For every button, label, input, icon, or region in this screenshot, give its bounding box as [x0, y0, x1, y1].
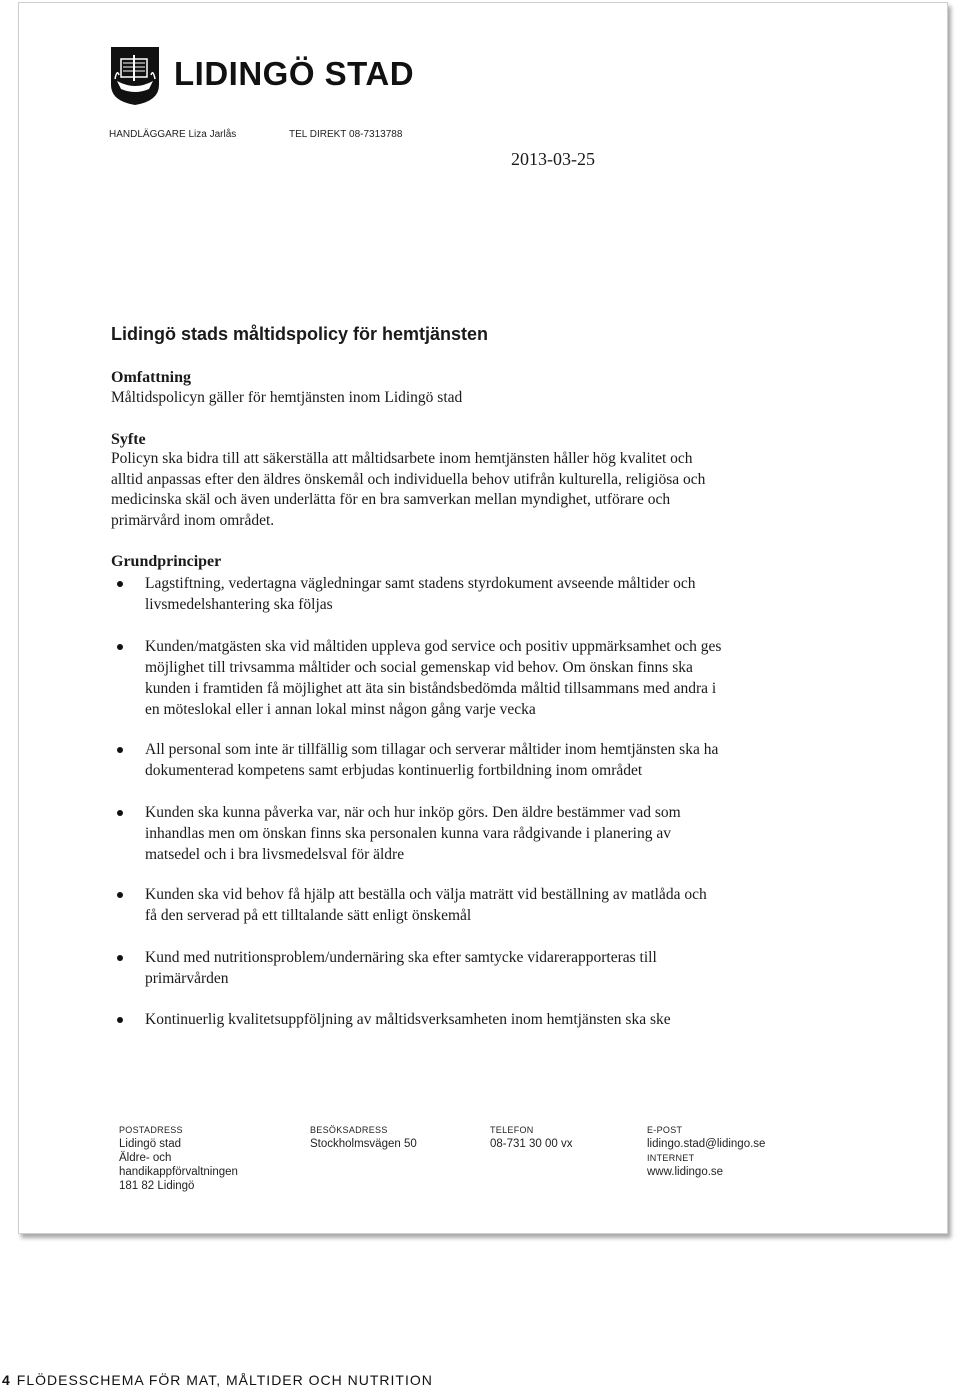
page-caption	[2, 1372, 433, 1388]
footer-label: BESÖKSADRESS	[310, 1125, 388, 1135]
list-item-line: matsedel och i bra livsmedelsval för äldre	[145, 846, 405, 863]
list-item	[111, 739, 861, 781]
list-item-line: Kunden ska kunna påverka var, när och hur inköp görs. Den äldre bestämmer vad som	[145, 804, 681, 821]
list-item-line: möjlighet till trivsamma måltider och social gemenskap vid behov. Om önskan finns ska	[145, 659, 693, 676]
list-item-line: Kund med nutritionsproblem/undernäring ska efter samtycke vidarerapporteras till	[145, 949, 657, 966]
list-item	[111, 884, 861, 926]
bullet-icon	[117, 1017, 123, 1023]
body-line: primärvård inom området.	[111, 511, 275, 529]
handlaggare: HANDLÄGGARE Liza Jarlås	[109, 129, 237, 140]
footer-line: handikappförvaltningen	[119, 1166, 238, 1178]
tel-direkt: TEL DIREKT 08-7313788	[289, 129, 403, 140]
body-line: Policyn ska bidra till att säkerställa att måltidsarbete inom hemtjänsten håller hög kvalitet och	[111, 450, 693, 467]
list-item	[111, 802, 861, 865]
bullet-icon	[117, 747, 123, 753]
list-item-line: kunden i framtiden få möjlighet att äta sin biståndsbedömda måltid tillsammans med andra i	[145, 680, 717, 697]
footer-line: Lidingö stad	[119, 1138, 182, 1150]
section-heading: Syfte	[111, 431, 146, 448]
bullet-icon	[117, 810, 123, 816]
footer-telefon	[490, 1123, 572, 1151]
list-item	[111, 947, 861, 989]
footer-postadress	[119, 1123, 238, 1193]
bullet-icon	[117, 892, 123, 898]
ship-crest-icon	[109, 45, 161, 107]
list-item	[111, 636, 861, 720]
footer-line: 08-731 30 00 vx	[490, 1138, 573, 1150]
section-body	[111, 449, 851, 531]
footer-besoksadress	[310, 1123, 417, 1151]
footer-label: E-POST	[647, 1125, 683, 1135]
list-item-line: livsmedelshantering ska följas	[145, 596, 333, 613]
footer-label: INTERNET	[647, 1153, 695, 1163]
body-line: medicinska skäl och även underlätta för en bra samverkan mellan myndighet, utförare och	[111, 491, 671, 508]
page-number: 4	[2, 1372, 11, 1388]
list-item-line: primärvården	[145, 970, 229, 987]
list-item-line: All personal som inte är tillfällig som tillagar och serverar måltider inom hemtjänsten ska ha	[145, 741, 719, 758]
section-body	[111, 388, 851, 409]
list-item-line: Kunden/matgästen ska vid måltiden uppleva god service och positiv uppmärksamhet och ges	[145, 638, 722, 655]
footer-line: 181 82 Lidingö	[119, 1180, 195, 1192]
list-item-line: få den serverad på ett tilltalande sätt enligt önskemål	[145, 907, 472, 924]
letter-date: 2013-03-25	[511, 149, 595, 169]
list-item	[111, 1009, 861, 1030]
list-item-line: Kontinuerlig kvalitetsuppföljning av måltidsverksamheten inom hemtjänsten ska ske	[145, 1011, 671, 1028]
website-link[interactable]: www.lidingo.se	[647, 1166, 724, 1178]
list-item	[111, 573, 861, 615]
org-name: LIDINGÖ STAD	[174, 55, 415, 92]
section-heading: Omfattning	[111, 369, 191, 386]
footer-label: POSTADRESS	[119, 1125, 183, 1135]
footer-label: TELEFON	[490, 1125, 534, 1135]
document-title: Lidingö stads måltidspolicy för hemtjänsten	[111, 324, 489, 344]
list-item-line: Kunden ska vid behov få hjälp att beställa och välja maträtt vid beställning av matlåda och	[145, 886, 707, 903]
body-line: Måltidspolicyn gäller för hemtjänsten inom Lidingö stad	[111, 389, 463, 406]
list-item-line: Lagstiftning, vedertagna vägledningar samt stadens styrdokument avseende måltider och	[145, 575, 696, 592]
bullet-icon	[117, 644, 123, 650]
footer-line: Äldre- och	[119, 1152, 172, 1164]
list-item-line: dokumenterad kompetens samt erbjudas kontinuerlig fortbildning inom området	[145, 762, 643, 779]
bullet-icon	[117, 581, 123, 587]
bullet-icon	[117, 955, 123, 961]
letter-page	[18, 2, 948, 1234]
body-line: alltid anpassas efter den äldres önskemål och individuella behov utifrån kulturella, religiösa och	[111, 470, 706, 488]
footer-line: Stockholmsvägen 50	[310, 1138, 417, 1150]
email-link[interactable]: lidingo.stad@lidingo.se	[647, 1138, 766, 1150]
list-item-line: en möteslokal eller i annan lokal minst någon gång varje vecka	[145, 701, 536, 718]
list-item-line: inhandlas men om önskan finns ska personalen kunna vara rådgivande i planering av	[145, 825, 671, 842]
footer-contact	[647, 1123, 765, 1179]
principles-heading: Grundprinciper	[111, 553, 222, 570]
caption-text: FLÖDESSCHEMA FÖR MAT, MÅLTIDER OCH NUTRITION	[16, 1372, 433, 1388]
